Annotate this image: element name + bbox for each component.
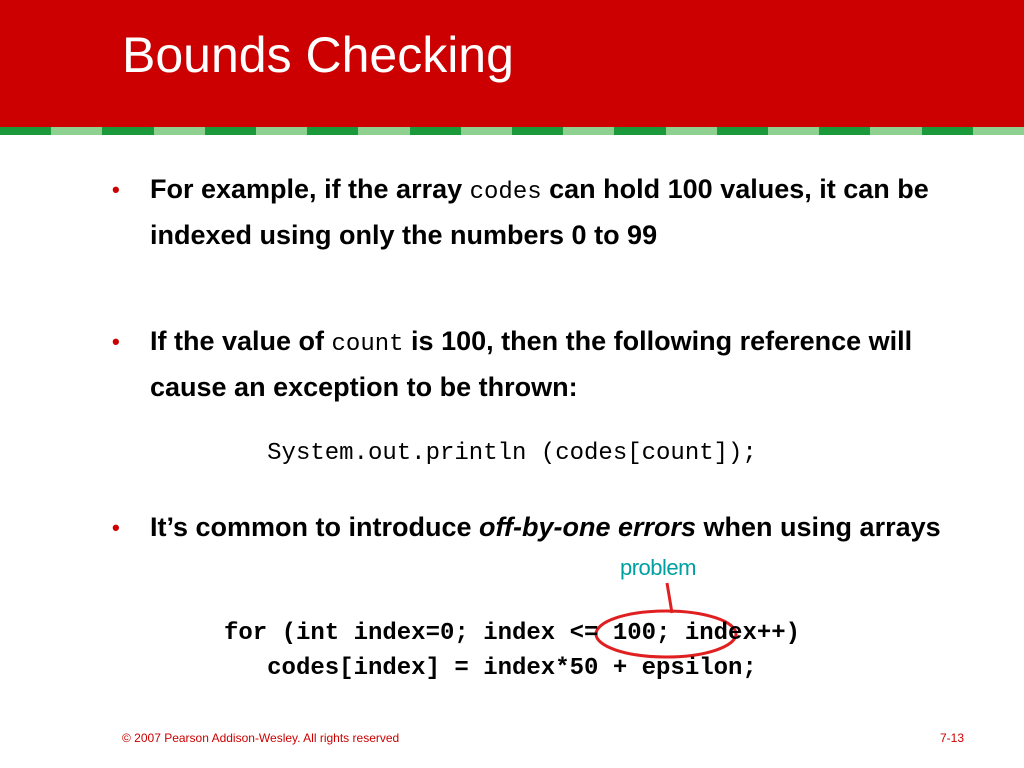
footer-page-number: 7-13 [940, 731, 965, 745]
bullet-dot: • [112, 329, 120, 354]
code-example-2-line-2: codes[index] = index*50 + epsilon; [267, 655, 757, 682]
code-example-2-line-1: for (int index=0; index <= 100; index++) [223, 620, 801, 647]
slide-title: Bounds Checking [122, 27, 514, 83]
footer-copyright: © 2007 Pearson Addison-Wesley. All rights reserved [122, 731, 400, 745]
bullet-dot: • [112, 515, 120, 540]
code-example-1: System.out.println (codes[count]); [267, 440, 757, 467]
inline-code: codes [469, 179, 542, 206]
bullet-text: For example, if the array [150, 174, 470, 204]
emphasis-text: off-by-one errors [479, 512, 697, 542]
bullet-text: It’s common to introduce [150, 512, 480, 542]
inline-code: count [331, 331, 404, 358]
bullet-text: can hold 100 values, it can be indexed using only the numbers 0 to 99 [150, 174, 929, 250]
bullet-dot: • [112, 177, 120, 202]
bullet-text: If the value of [150, 326, 332, 356]
problem-annotation-label: problem [620, 555, 696, 580]
annotation-pointer [667, 583, 672, 613]
bullet-text: when using arrays [696, 512, 941, 542]
bullet-text: is 100, then the following reference will cause an exception to be thrown: [150, 326, 913, 402]
